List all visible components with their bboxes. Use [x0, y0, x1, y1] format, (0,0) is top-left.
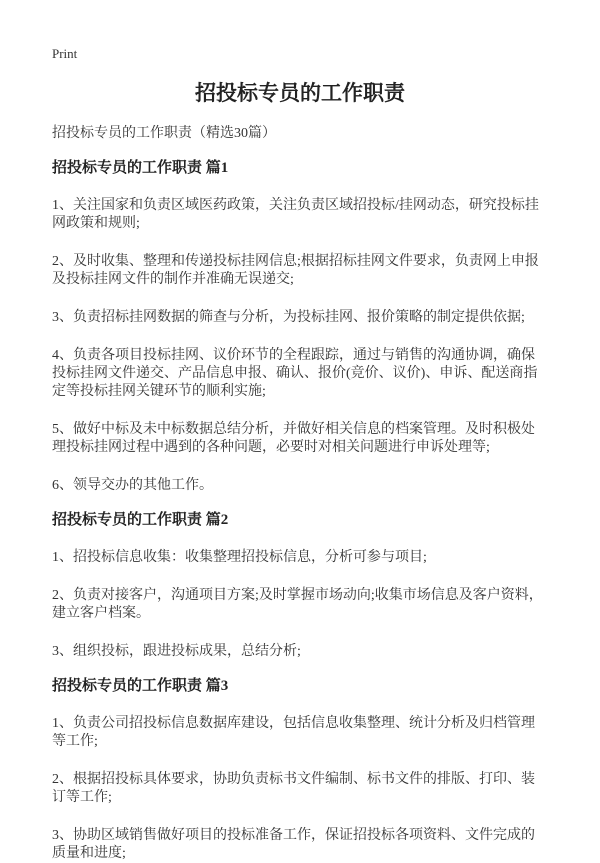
- paragraph: 3、协助区域销售做好项目的投标准备工作，保证招投标各项资料、文件完成的质量和进度;: [52, 828, 535, 861]
- paragraph: 3、组织投标，跟进投标成果，总结分析;: [52, 644, 301, 659]
- section-3-heading: 招投标专员的工作职责 篇3: [52, 678, 229, 694]
- paragraph: 5、做好中标及未中标数据总结分析，并做好相关信息的档案管理。及时积极处理投标挂网过程中遇到的各种问题，必要时对相关问题进行申诉处理等;: [52, 422, 535, 455]
- paragraph: 2、负责对接客户，沟通项目方案;及时掌握市场动向;收集市场信息及客户资料，建立客户档案。: [52, 588, 543, 621]
- paragraph: 3、负责招标挂网数据的筛查与分析，为投标挂网、报价策略的制定提供依据;: [52, 310, 525, 325]
- paragraph: 1、招投标信息收集：收集整理招投标信息，分析可参与项目;: [52, 550, 427, 565]
- print-link[interactable]: Print: [52, 46, 78, 61]
- section-1-heading: 招投标专员的工作职责 篇1: [52, 160, 229, 176]
- section-2: [52, 511, 548, 661]
- paragraph: 1、负责公司招投标信息数据库建设，包括信息收集整理、统计分析及归档管理等工作;: [52, 716, 535, 749]
- paragraph: 2、及时收集、整理和传递投标挂网信息;根据招标挂网文件要求，负责网上申报及投标挂网文件的制作并准确无误递交;: [52, 254, 539, 287]
- page-title: 招投标专员的工作职责: [195, 81, 405, 105]
- paragraph: 6、领导交办的其他工作。: [52, 478, 213, 493]
- paragraph: 4、负责各项目投标挂网、议价环节的全程跟踪，通过与销售的沟通协调，确保投标挂网文件递交、产品信息申报、确认、报价(竞价、议价)、申诉、配送商指定等投标挂网关键环节的顺利实施;: [52, 348, 538, 399]
- paragraph: 2、根据招投标具体要求，协助负责标书文件编制、标书文件的排版、打印、装订等工作;: [52, 772, 535, 805]
- section-1: [52, 159, 548, 495]
- section-3: [52, 677, 548, 863]
- document-subtitle: 招投标专员的工作职责（精选30篇）: [52, 126, 276, 141]
- section-2-heading: 招投标专员的工作职责 篇2: [52, 512, 229, 528]
- paragraph: 1、关注国家和负责区域医药政策，关注负责区域招投标/挂网动态，研究投标挂网政策和规则;: [52, 198, 539, 231]
